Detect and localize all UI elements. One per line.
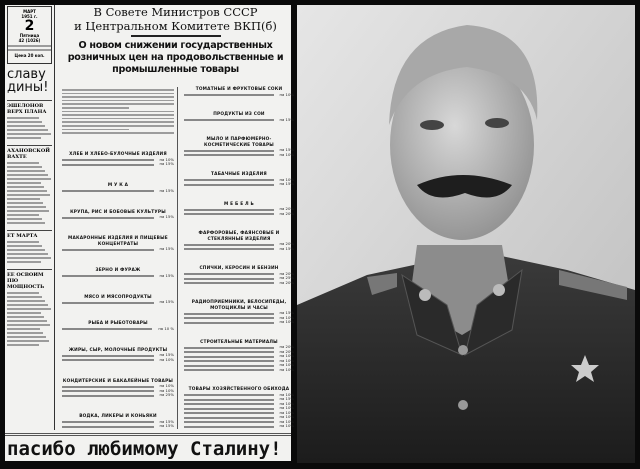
reduction-percent: на 15% xyxy=(279,396,294,402)
text-line xyxy=(7,312,41,314)
divider xyxy=(131,35,221,37)
text-line xyxy=(7,296,42,298)
price-section xyxy=(184,202,294,217)
text-line xyxy=(7,324,50,326)
price-row xyxy=(62,393,174,398)
text-line xyxy=(7,222,45,224)
item-text-line xyxy=(184,154,274,156)
section-title: ВОДКА, ЛИКЕРЫ И КОНЬЯКИ xyxy=(79,414,157,420)
section-title: М У К А xyxy=(107,183,129,189)
masthead-issue: 42 (1026) xyxy=(18,38,41,43)
reduction-percent: на 15% xyxy=(159,214,174,220)
price-row xyxy=(184,424,294,429)
portrait-drawing xyxy=(297,5,635,463)
strip-subhead: ЕТ МАРТА xyxy=(7,230,52,239)
text-line xyxy=(7,129,48,131)
item-text-line xyxy=(62,159,154,161)
reduction-percent: на 15% xyxy=(159,423,174,429)
item-text-line xyxy=(184,403,274,405)
item-text-line xyxy=(62,328,152,330)
reduction-percent: на 15% xyxy=(159,272,174,278)
text-line xyxy=(7,300,45,302)
text-line xyxy=(7,186,44,188)
item-text-line xyxy=(62,426,154,428)
item-text-line xyxy=(184,119,274,121)
reduction-percent: на 15% xyxy=(279,310,294,316)
reduction-percent: на 15% xyxy=(159,299,174,305)
reduction-percent: на 10% xyxy=(279,391,294,397)
item-text-line xyxy=(184,273,274,275)
item-text-line xyxy=(62,359,154,361)
price-section xyxy=(184,87,294,97)
item-text-line xyxy=(184,426,274,428)
reduction-percent: на 20% xyxy=(279,344,294,350)
reduction-percent: на 25% xyxy=(279,275,294,281)
header-line-2: и Центральном Комитете ВКП(б) xyxy=(74,18,277,33)
strip-slogan: славу дины! xyxy=(7,67,49,95)
text-line xyxy=(7,257,51,259)
price-row xyxy=(184,320,294,325)
text-line xyxy=(7,340,49,342)
item-text-line xyxy=(184,150,274,152)
text-line xyxy=(7,328,40,330)
item-text-line xyxy=(62,302,154,304)
reduction-percent: на 10% xyxy=(279,409,294,415)
text-line xyxy=(7,202,43,204)
price-row xyxy=(184,281,294,286)
reduction-percent: на 20% xyxy=(279,270,294,276)
eye xyxy=(485,118,509,128)
price-row xyxy=(184,182,294,187)
reduction-percent: на 15% xyxy=(159,352,174,358)
price-section xyxy=(184,137,294,157)
text-line xyxy=(62,96,174,98)
price-row xyxy=(184,212,294,217)
reduction-percent: на 25% xyxy=(159,392,174,398)
reduction-percent: на 15% xyxy=(279,181,294,187)
price-row xyxy=(184,247,294,252)
item-text-line xyxy=(184,356,274,358)
price-section xyxy=(62,268,174,278)
reduction-percent: на 10% xyxy=(279,151,294,157)
item-text-line xyxy=(184,313,274,315)
reduction-percent: на 10% xyxy=(159,356,174,362)
section-title: МАКАРОННЫЕ ИЗДЕЛИЯ И ПИЩЕВЫЕ КОНЦЕНТРАТЫ xyxy=(68,236,168,247)
item-text-line xyxy=(62,164,154,166)
price-section xyxy=(62,210,174,220)
strip-subhead: АХАНОВСКОЙ ВАХТЕ xyxy=(7,145,52,160)
reduction-percent: на 10% xyxy=(279,366,294,372)
reduction-percent: на 20% xyxy=(279,241,294,247)
reduction-percent: на 10% xyxy=(279,418,294,424)
section-title: М Е Б Е Л Ь xyxy=(224,201,254,207)
reduction-percent: на 10% xyxy=(279,423,294,429)
price-section xyxy=(184,387,294,429)
text-line xyxy=(7,253,48,255)
headline: О новом снижении государственных розничных цен на продовольственные и промышленные товары xyxy=(67,40,284,75)
item-text-line xyxy=(62,386,154,388)
section-title: ТОМАТНЫЕ И ФРУКТОВЫЕ СОКИ xyxy=(195,87,283,92)
text-line xyxy=(62,103,174,105)
price-row xyxy=(184,153,294,158)
text-line xyxy=(7,125,45,127)
reduction-percent: на 20% xyxy=(279,279,294,285)
item-text-line xyxy=(62,249,154,251)
section-title: ХЛЕБ И ХЛЕБО-БУЛОЧНЫЕ ИЗДЕЛИЯ xyxy=(69,152,167,158)
price-row xyxy=(62,215,174,220)
item-text-line xyxy=(184,421,274,423)
price-row xyxy=(62,424,174,429)
reduction-percent: на 15% xyxy=(279,245,294,251)
collar-insignia xyxy=(493,284,505,296)
item-text-line xyxy=(184,278,274,280)
item-text-line xyxy=(184,408,274,410)
price-row xyxy=(62,300,174,305)
text-line xyxy=(62,129,129,131)
bottom-banner: пасибо любимому Сталину! xyxy=(5,433,291,461)
price-row xyxy=(184,118,294,123)
text-line xyxy=(7,332,43,334)
item-text-line xyxy=(62,190,154,192)
price-section xyxy=(62,321,174,331)
price-section xyxy=(184,300,294,325)
header-line-1: В Совете Министров СССР xyxy=(93,5,258,19)
intro-paragraph xyxy=(62,87,174,136)
text-line xyxy=(7,190,47,192)
text-line xyxy=(62,121,174,123)
eye xyxy=(420,120,444,130)
item-text-line xyxy=(184,399,274,401)
button xyxy=(458,345,468,355)
text-line xyxy=(7,174,48,176)
text-line xyxy=(7,292,39,294)
collar-insignia xyxy=(419,289,431,301)
price-column-2 xyxy=(182,87,294,429)
text-line xyxy=(7,241,39,243)
item-text-line xyxy=(62,275,154,277)
text-line xyxy=(7,121,42,123)
masthead-year: 1951 г. xyxy=(21,14,38,19)
item-text-line xyxy=(184,209,274,211)
strip-subhead: ЭШЕЛОНОВ ВЕРХ ПЛАНА xyxy=(7,100,52,115)
section-title: СПИЧКИ, КЕРОСИН И БЕНЗИН xyxy=(199,266,279,272)
price-section xyxy=(62,379,174,398)
reduction-percent: на 20% xyxy=(279,210,294,216)
text-line xyxy=(7,178,51,180)
text-line xyxy=(62,132,174,134)
item-text-line xyxy=(184,347,274,349)
section-title: ПРОДУКТЫ ИЗ СОИ xyxy=(213,112,265,118)
item-text-line xyxy=(184,94,274,96)
reduction-percent: на 10% xyxy=(159,383,174,389)
text-line xyxy=(7,198,40,200)
reduction-percent: на 15% xyxy=(159,187,174,193)
masthead-price: Цена 20 коп. xyxy=(14,53,45,58)
masthead-month: МАРТ xyxy=(23,9,36,14)
text-line xyxy=(7,249,45,251)
text-line xyxy=(7,304,48,306)
price-section xyxy=(62,348,174,363)
item-text-line xyxy=(62,395,154,397)
price-row xyxy=(62,162,174,167)
text-line xyxy=(7,316,44,318)
item-text-line xyxy=(62,355,154,357)
text-line xyxy=(7,170,45,172)
item-text-line xyxy=(184,184,274,186)
item-text-line xyxy=(184,369,274,371)
price-row xyxy=(62,189,174,194)
item-text-line xyxy=(184,322,274,324)
left-column-strip xyxy=(5,5,55,430)
reduction-percent: на 20% xyxy=(279,348,294,354)
reduction-percent: на 10% xyxy=(159,156,174,162)
text-line xyxy=(7,320,47,322)
price-section xyxy=(184,172,294,187)
price-row xyxy=(62,327,174,332)
item-text-line xyxy=(184,412,274,414)
text-line xyxy=(7,344,39,346)
price-column-1 xyxy=(62,87,178,429)
masthead-day: 2 xyxy=(24,18,35,34)
text-line xyxy=(62,125,174,127)
text-line xyxy=(7,210,49,212)
text-line xyxy=(7,336,46,338)
section-title: СТРОИТЕЛЬНЫЕ МАТЕРИАЛЫ xyxy=(200,339,278,345)
text-line xyxy=(8,45,51,47)
section-title: ФАРФОРОВЫЕ, ФАЯНСОВЫЕ И СТЕКЛЯННЫЕ ИЗДЕЛИЯ xyxy=(198,231,280,242)
reduction-percent: на 10% xyxy=(279,362,294,368)
reduction-percent: на 10% xyxy=(279,414,294,420)
strip-subhead: ЕЕ ОСВОИМ ПЮ МОЩНОСТЬ xyxy=(7,269,52,290)
text-line xyxy=(7,162,39,164)
item-text-line xyxy=(62,421,154,423)
masthead-date-box xyxy=(7,6,52,64)
reduction-percent: на 20% xyxy=(279,206,294,212)
reduction-percent: на 15% xyxy=(159,161,174,167)
item-text-line xyxy=(184,317,274,319)
text-line xyxy=(7,308,51,310)
price-section xyxy=(184,340,294,373)
item-text-line xyxy=(184,360,274,362)
text-line xyxy=(62,89,174,91)
price-section xyxy=(184,231,294,251)
text-line xyxy=(7,137,41,139)
reduction-percent: на 15% xyxy=(279,147,294,153)
text-line xyxy=(62,114,174,116)
text-line xyxy=(7,166,42,168)
price-row xyxy=(62,358,174,363)
button xyxy=(458,400,468,410)
section-title: ТАБАЧНЫЕ ИЗДЕЛИЯ xyxy=(211,172,267,178)
section-title: КОНДИТЕРСКИЕ И БАКАЛЕЙНЫЕ ТОВАРЫ xyxy=(62,378,174,384)
newspaper-page xyxy=(5,5,294,461)
text-line xyxy=(7,133,51,135)
price-section xyxy=(62,414,174,429)
text-line xyxy=(7,218,42,220)
text-line xyxy=(7,117,39,119)
text-line xyxy=(62,93,174,95)
price-row xyxy=(62,247,174,252)
price-section xyxy=(62,295,174,305)
section-title: ЗЕРНО И ФУРАЖ xyxy=(95,268,141,274)
item-text-line xyxy=(184,179,274,181)
item-text-line xyxy=(184,213,274,215)
masthead-weekday: Пятница xyxy=(19,33,40,38)
reduction-percent: на 10% xyxy=(279,176,294,182)
item-text-line xyxy=(184,417,274,419)
section-title: РЫБА И РЫБОТОВАРЫ xyxy=(88,321,148,327)
section-title: РАДИОПРИЕМНИКИ, ВЕЛОСИПЕДЫ, МОТОЦИКЛЫ И ЧАСЫ xyxy=(191,300,287,311)
item-text-line xyxy=(184,394,274,396)
reduction-percent: на 10 % xyxy=(158,325,174,331)
price-section xyxy=(62,183,174,193)
price-section xyxy=(184,266,294,285)
text-line xyxy=(8,49,51,51)
item-text-line xyxy=(62,217,154,219)
reduction-percent: на 15% xyxy=(159,246,174,252)
price-section xyxy=(184,112,294,122)
reduction-percent: на 10% xyxy=(279,405,294,411)
item-text-line xyxy=(62,390,154,392)
portrait-photo xyxy=(297,5,635,463)
text-line xyxy=(7,182,41,184)
price-row xyxy=(184,93,294,98)
text-line xyxy=(62,111,174,113)
item-text-line xyxy=(184,248,274,250)
text-line xyxy=(62,100,174,102)
price-section xyxy=(62,236,174,252)
item-text-line xyxy=(184,365,274,367)
reduction-percent: на 15% xyxy=(279,116,294,122)
text-line xyxy=(62,107,129,109)
reduction-percent: на 15% xyxy=(159,418,174,424)
reduction-percent: на 10% xyxy=(279,400,294,406)
reduction-percent: на 10% xyxy=(159,387,174,393)
item-text-line xyxy=(184,351,274,353)
section-title: ТОВАРЫ ХОЗЯЙСТВЕННОГО ОБИХОДА xyxy=(188,387,290,393)
strip-articles xyxy=(7,100,52,346)
section-title: КРУПА, РИС И БОБОВЫЕ КУЛЬТУРЫ xyxy=(70,209,166,215)
text-line xyxy=(7,194,50,196)
section-title: МЯСО И МЯСОПРОДУКТЫ xyxy=(84,294,152,300)
reduction-percent: на 10% xyxy=(279,319,294,325)
text-line xyxy=(7,245,42,247)
price-row xyxy=(184,368,294,373)
text-line xyxy=(7,214,39,216)
price-row xyxy=(62,274,174,279)
price-section xyxy=(62,152,174,167)
page-header xyxy=(60,5,291,76)
reduction-percent: на 10% xyxy=(279,91,294,97)
item-text-line xyxy=(184,282,274,284)
text-line xyxy=(7,261,41,263)
text-line xyxy=(7,206,46,208)
reduction-percent: на 10% xyxy=(279,353,294,359)
section-title: ЖИРЫ, СЫР, МОЛОЧНЫЕ ПРОДУКТЫ xyxy=(68,347,168,353)
text-line xyxy=(62,118,174,120)
item-text-line xyxy=(184,244,274,246)
reduction-percent: на 10% xyxy=(279,357,294,363)
section-title: МЫЛО И ПАРФЮМЕРНО-КОСМЕТИЧЕСКИЕ ТОВАРЫ xyxy=(204,137,274,148)
reduction-percent: на 10% xyxy=(279,314,294,320)
